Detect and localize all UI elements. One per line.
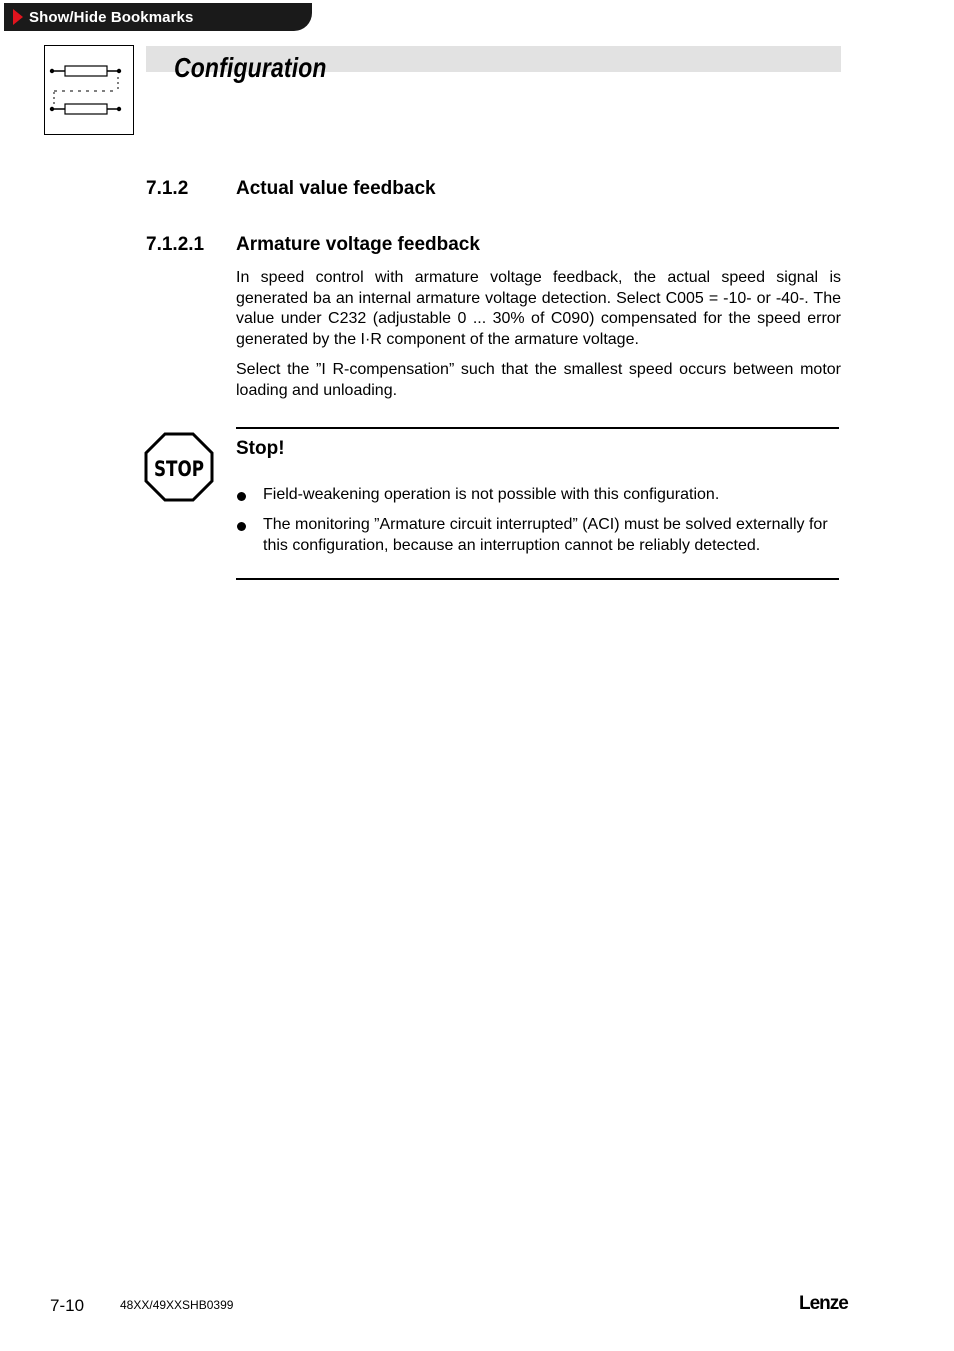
section-number: 7.1.2 — [146, 178, 189, 199]
arrow-right-icon — [13, 9, 23, 25]
stop-sign-text: STOP — [154, 457, 204, 481]
lenze-logo: Lenze — [799, 1293, 848, 1314]
bullet-icon — [237, 492, 246, 501]
stop-title: Stop! — [236, 438, 285, 459]
body-paragraph: Select the ”I R-compensation” such that the smallest speed occurs between motor loading and unloading. — [236, 361, 841, 399]
note-top-rule — [236, 427, 839, 429]
body-paragraph: In speed control with armature voltage feedback, the actual speed signal is generated ba an internal armature voltage detection. Select C005 = -10- or -40-. The value under C232 (adjustable 0 ... 30% of C090) compensated for the speed error generated by the I·R component of the armature voltage. — [236, 269, 841, 348]
chapter-circuit-icon — [44, 45, 134, 135]
subsection-number: 7.1.2.1 — [146, 234, 205, 255]
section-title: Actual value feedback — [236, 178, 436, 199]
show-hide-bookmarks-button[interactable] — [4, 3, 312, 31]
page-number: 7-10 — [50, 1296, 85, 1315]
page-title: Configuration — [174, 52, 327, 83]
bookmarks-label: Show/Hide Bookmarks — [29, 8, 194, 26]
document-id: 48XX/49XXSHB0399 — [120, 1298, 234, 1312]
stop-sign-icon — [144, 432, 214, 502]
bullet-icon — [237, 522, 246, 531]
note-bottom-rule — [236, 578, 839, 580]
list-item: Field-weakening operation is not possible with this configuration. — [263, 486, 720, 503]
subsection-title: Armature voltage feedback — [236, 234, 480, 255]
list-item: The monitoring ”Armature circuit interrupted” (ACI) must be solved externally for this configuration, because an interruption cannot be reliably detected. — [263, 516, 828, 554]
